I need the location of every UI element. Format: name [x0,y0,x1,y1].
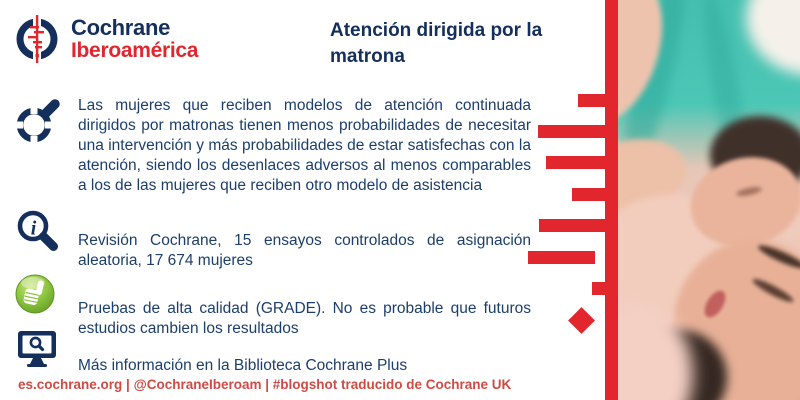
svg-text:i: i [30,217,37,240]
thumbs-up-icon [14,273,56,320]
forest-bar [572,188,607,201]
forest-axis-bar [605,0,618,400]
cochrane-logo [16,13,198,65]
evidence-paragraph: Pruebas de alta calidad (GRADE). No es probable que futuros estudios cambien los resultados [78,299,531,337]
forest-bar [538,125,607,138]
forest-bar [539,219,607,232]
review-paragraph: Revisión Cochrane, 15 ensayos controlados de asignación aleatoria, 17 674 mujeres [78,231,531,269]
brand-line2: Iberoamérica [71,38,199,62]
info-magnifier-icon [14,208,60,259]
forest-diamond [568,307,595,334]
target-icon [14,99,60,150]
page-title: Atención dirigida por la matrona [330,20,543,67]
forest-bar [546,156,607,169]
photo-shape [746,0,800,75]
forest-bar [528,251,595,264]
monitor-search-icon [14,329,60,374]
forest-bar [592,282,607,295]
forest-bar [578,94,607,107]
brand-line1: Cochrane [71,15,171,41]
footer-credits: es.cochrane.org | @CochraneIberoam | #blogshot traducido de Cochrane UK [18,377,512,392]
cochrane-logo-icon [16,13,60,65]
brand-text [71,17,198,61]
photo-mother-newborn [618,0,800,400]
more-info-paragraph: Más información en la Biblioteca Cochrane Plus [78,356,408,374]
summary-paragraph: Las mujeres que reciben modelos de atención continuada dirigidos por matronas tienen menos probabilidades de necesitar una intervención y más probabilidades de estar satisfechas con la atención, siendo los desenlaces adversos al menos comparables a los de las mujeres que reciben otro modelo de asistencia [78,96,531,194]
